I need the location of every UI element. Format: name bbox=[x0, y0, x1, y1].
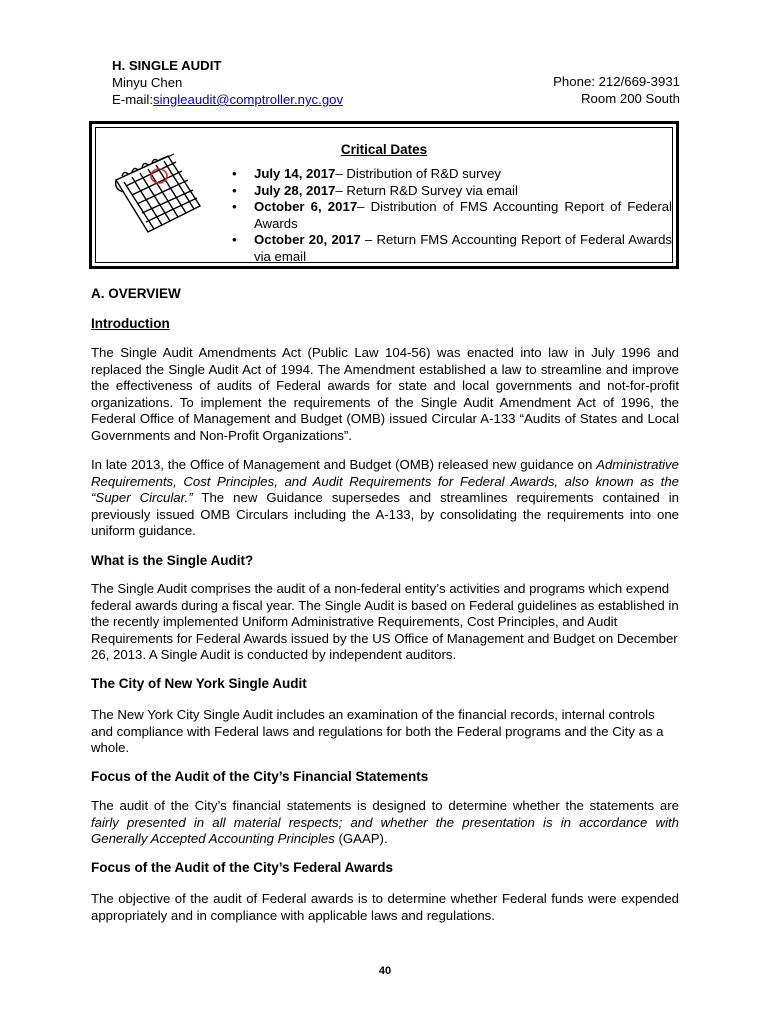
list-item: • October 6, 2017– Distribution of FMS Accounting Report of Federal Awards bbox=[226, 199, 672, 232]
email-link[interactable]: singleaudit@comptroller.nyc.gov bbox=[153, 92, 344, 107]
critical-dates-box bbox=[89, 121, 679, 269]
intro-heading: Introduction bbox=[91, 316, 170, 331]
email-line bbox=[112, 92, 343, 109]
critical-dates-list bbox=[226, 166, 672, 266]
section-title: H. SINGLE AUDIT bbox=[112, 58, 222, 73]
contact-block bbox=[112, 58, 343, 109]
fs-heading: Focus of the Audit of the City’s Financial Statements bbox=[91, 769, 429, 784]
list-item: • July 14, 2017– Distribution of R&D survey bbox=[226, 166, 672, 183]
nyc-paragraph: The New York City Single Audit includes an examination of the financial records, internal controls and compliance with Federal laws and regulations for both the Federal programs and the City as a whole. bbox=[91, 707, 664, 756]
intro-paragraph-1: The Single Audit Amendments Act (Public Law 104-56) was enacted into law in July 1996 and replaced the Single Audit Act of 1994. The Amendment established a law to streamline and improve the effectiveness of audits of Federal awards for state and local governments and not-for-profit organizations. To implement the requirements of the Single Audit Amendment Act of 1996, the Federal Office of Management and Budget (OMB) issued Circular A-133 “Audits of States and Local Governments and Non-Profit Organizations”. bbox=[91, 345, 679, 443]
fa-heading: Focus of the Audit of the City’s Federal Awards bbox=[91, 860, 394, 875]
contact-name: Minyu Chen bbox=[112, 75, 183, 90]
phone: Phone: 212/669-3931 bbox=[553, 74, 680, 89]
critical-dates-title: Critical Dates bbox=[340, 142, 428, 157]
intro-paragraph-2: In late 2013, the Office of Management and Budget (OMB) released new guidance on Administrative Requirements, Cost Principles, and Audit Requirements for Federal Awards, also known as the “Super Circular.” The new Guidance supersedes and streamlines requirements contained in previously issued OMB Circulars including the A-133, by consolidating the requirements into one uniform guidance. bbox=[91, 457, 679, 539]
fs-paragraph: The audit of the City’s financial statements is designed to determine whether the statements are fairly presented in all material respects; and whether the presentation is in accordance with Generally Accepted Accounting Principles (GAAP). bbox=[91, 798, 679, 847]
contact-block-right bbox=[553, 74, 680, 108]
list-item: • October 20, 2017 – Return FMS Accounting Report of Federal Awards via email bbox=[226, 232, 672, 265]
page-number: 40 bbox=[378, 965, 392, 977]
room: Room 200 South bbox=[581, 91, 680, 106]
email-label: E-mail: bbox=[112, 92, 154, 107]
overview-heading: A. OVERVIEW bbox=[91, 286, 181, 301]
what-heading: What is the Single Audit? bbox=[91, 553, 254, 568]
list-item: • July 28, 2017– Return R&D Survey via email bbox=[226, 183, 672, 200]
fa-paragraph: The objective of the audit of Federal awards is to determine whether Federal funds were expended appropriately and in compliance with applicable laws and regulations. bbox=[91, 891, 679, 923]
nyc-heading: The City of New York Single Audit bbox=[91, 676, 307, 691]
calendar-icon bbox=[110, 146, 205, 236]
what-paragraph: The Single Audit comprises the audit of a non-federal entity’s activities and programs which expend federal awards during a fiscal year. The Single Audit is based on Federal guidelines as established in the recently implemented Uniform Administrative Requirements, Cost Principles, and Audit Requirements for Federal Awards issued by the US Office of Management and Budget on December 26, 2013. A Single Audit is conducted by independent auditors. bbox=[91, 581, 679, 663]
